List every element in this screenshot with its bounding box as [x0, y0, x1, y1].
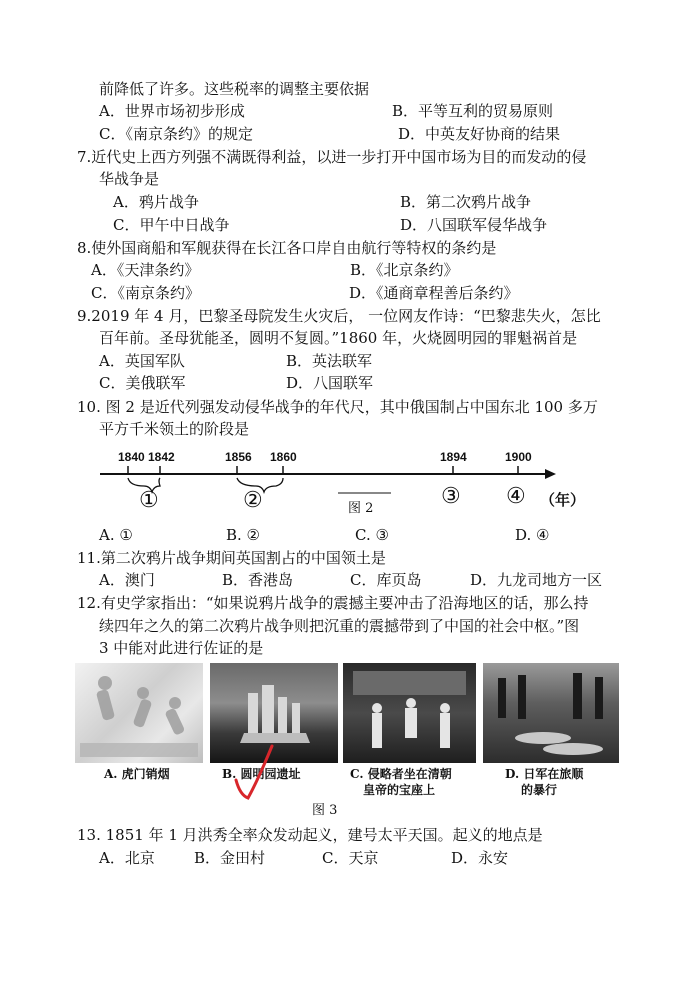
q6-option-d[interactable]: D．中英友好协商的结果 [398, 125, 561, 143]
mark-2: ② [243, 488, 263, 513]
q11-stem: 11.第二次鸦片战争期间英国割占的中国领土是 [77, 549, 386, 567]
caption-c-cont: 皇帝的宝座上 [363, 783, 436, 797]
q9-option-b[interactable]: B．英法联军 [286, 352, 373, 370]
q6-stem-tail: 前降低了许多。这些税率的调整主要依据 [99, 80, 370, 98]
photo-lushun-massacre [483, 663, 619, 763]
q12-stem-cont: 续四年之久的第二次鸦片战争则把沉重的震撼带到了中国的社会中枢。”图 [99, 617, 580, 635]
q12-stem: 12.有史学家指出：“如果说鸦片战争的震撼主要冲击了沿海地区的话，那么持 [77, 594, 589, 612]
q10-option-c[interactable]: C. ③ [355, 526, 389, 544]
q6-option-c[interactable]: C．《南京条约》的规定 [99, 125, 253, 143]
q12-stem-cont2: 3 中能对此进行佐证的是 [99, 639, 264, 657]
soldiers-scene-icon [483, 663, 619, 763]
q11-option-d[interactable]: D．九龙司地方一区 [470, 571, 603, 589]
q7-stem: 7.近代史上西方列强不满既得利益，以进一步打开中国市场为目的而发动的侵 [77, 148, 587, 166]
caption-d-cont: 的暴行 [521, 783, 558, 797]
q13-option-d[interactable]: D．永安 [451, 849, 509, 867]
q11-option-a[interactable]: A．澳门 [99, 571, 155, 589]
q7-option-a[interactable]: A．鸦片战争 [113, 193, 199, 211]
q9-option-d[interactable]: D．八国联军 [286, 374, 374, 392]
q13-option-b[interactable]: B．金田村 [194, 849, 266, 867]
year-1860: 1860 [270, 450, 297, 464]
throne-scene-icon [343, 663, 476, 763]
photo-invaders-on-throne [343, 663, 476, 763]
q13-option-a[interactable]: A．北京 [99, 849, 155, 867]
q7-option-c[interactable]: C．甲午中日战争 [113, 216, 230, 234]
q13-option-c[interactable]: C．天京 [322, 849, 379, 867]
mark-1: ① [139, 488, 159, 513]
q9-option-c[interactable]: C．美俄联军 [99, 374, 186, 392]
relief-figures-icon [75, 663, 203, 763]
q10-option-b[interactable]: B. ② [226, 526, 261, 544]
q11-option-b[interactable]: B．香港岛 [222, 571, 294, 589]
q10-stem: 10. 图 2 是近代列强发动侵华战争的年代尺，其中俄国制占中国东北 100 多万 [77, 398, 598, 416]
q8-stem: 8.使外国商船和军舰获得在长江各口岸自由航行等特权的条约是 [77, 239, 497, 257]
caption-d: D. 日军在旅顺 [505, 767, 584, 781]
q10-stem-cont: 平方千米领土的阶段是 [99, 420, 250, 438]
q11-option-c[interactable]: C．库页岛 [350, 571, 422, 589]
year-1856: 1856 [225, 450, 252, 464]
figure-3-caption: 图 3 [312, 803, 338, 818]
caption-b: B. 圆明园遗址 [222, 767, 301, 781]
year-1840: 1840 [118, 450, 145, 464]
q10-option-a[interactable]: A. ① [99, 526, 133, 544]
q10-option-d[interactable]: D. ④ [515, 526, 550, 544]
q9-stem-cont: 百年前。圣母犹能圣，圆明不复圆。”1860 年，火烧圆明园的罪魁祸首是 [99, 329, 578, 347]
mark-3: ③ [441, 484, 461, 509]
year-1900: 1900 [505, 450, 532, 464]
q13-stem: 13. 1851 年 1 月洪秀全率众发动起义，建号太平天国。起义的地点是 [77, 826, 543, 844]
mark-4: ④ [506, 484, 526, 509]
year-1842: 1842 [148, 450, 175, 464]
caption-c: C. 侵略者坐在清朝 [350, 767, 452, 781]
figure-2-caption: 图 2 [348, 501, 374, 516]
q8-option-b[interactable]: B．《北京条约》 [350, 261, 459, 279]
q8-option-d[interactable]: D．《通商章程善后条约》 [349, 284, 519, 302]
q7-stem-cont: 华战争是 [99, 170, 160, 188]
q8-option-c[interactable]: C．《南京条约》 [91, 284, 200, 302]
caption-a: A. 虎门销烟 [104, 767, 170, 781]
q7-option-b[interactable]: B．第二次鸦片战争 [400, 193, 532, 211]
q7-option-d[interactable]: D．八国联军侵华战争 [400, 216, 548, 234]
year-1894: 1894 [440, 450, 467, 464]
red-checkmark-icon [228, 740, 278, 810]
q9-option-a[interactable]: A．英国军队 [99, 352, 185, 370]
q6-option-b[interactable]: B．平等互利的贸易原则 [392, 102, 554, 120]
q9-stem: 9.2019 年 4 月，巴黎圣母院发生火灾后， 一位网友作诗：“巴黎悲失火，怎比 [77, 307, 601, 325]
q8-option-a[interactable]: A．《天津条约》 [91, 261, 200, 279]
q6-option-a[interactable]: A．世界市场初步形成 [99, 102, 245, 120]
timeline-unit: （年） [540, 491, 586, 509]
photo-humen-relief [75, 663, 203, 763]
